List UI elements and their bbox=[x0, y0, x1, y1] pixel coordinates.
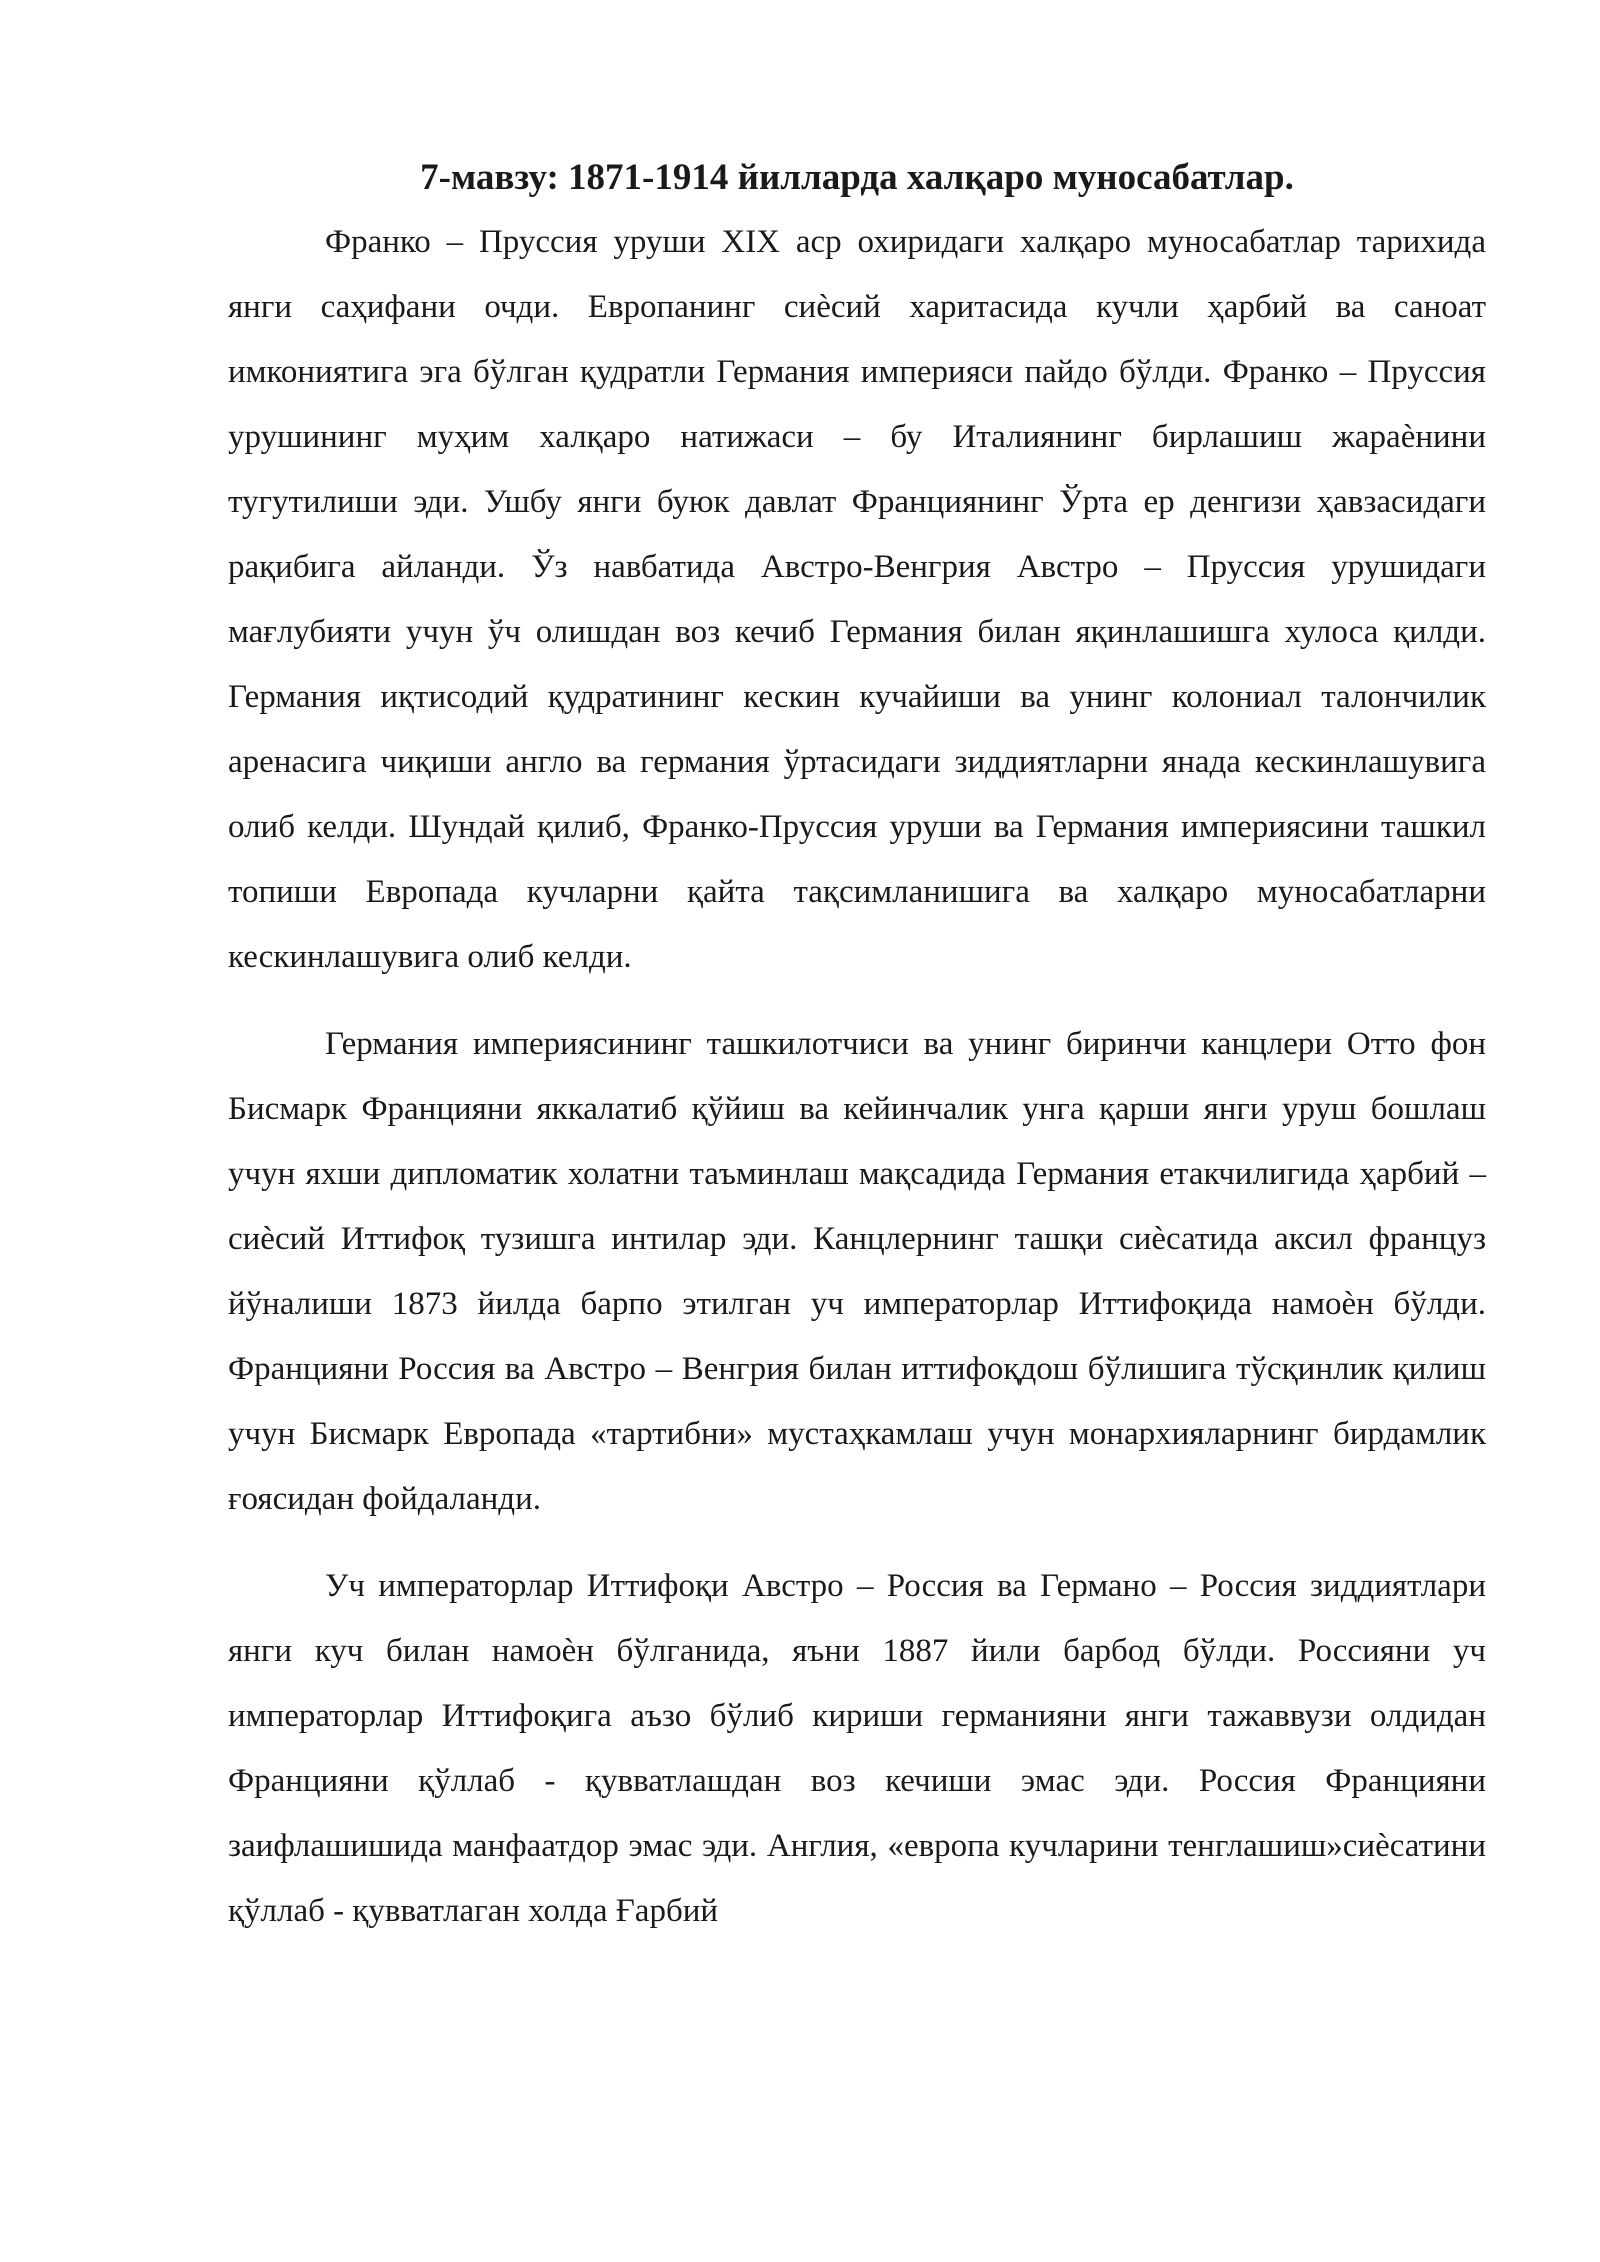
document-body bbox=[228, 150, 1486, 1966]
page-title: 7-мавзу: 1871-1914 йилларда халқаро муносабатлар. bbox=[420, 157, 1294, 198]
paragraph-1: Франко – Пруссия уруши XIX аср охиридаги халқаро муносабатлар тарихида янги саҳифани очди. Европанинг сиѐсий харитасида кучли ҳарбий ва саноат имкониятига эга бўлган қудратли Германия империяси пайдо бўлди. Франко – Пруссия урушининг муҳим халқаро натижаси – бу Италиянинг бирлашиш жараѐнини тугутилиши эди. Ушбу янги буюк давлат Франциянинг Ўрта ер денгизи ҳавзасидаги рақибига айланди. Ўз навбатида Австро-Венгрия Австро – Пруссия урушидаги мағлубияти учун ўч олишдан воз кечиб Германия билан яқинлашишга хулоса қилди. Германия иқтисодий қудратининг кескин кучайиши ва унинг колониал талончилик аренасига чиқиши англо ва германия ўртасидаги зиддиятларни янада кескинлашувига олиб келди. Шундай қилиб, Франко-Пруссия уруши ва Германия империясини ташкил топиши Европада кучларни қайта тақсимланишига ва халқаро муносабатларни кескинлашувига олиб келди. bbox=[228, 224, 1486, 975]
paragraph-2: Германия империясининг ташкилотчиси ва унинг биринчи канцлери Отто фон Бисмарк Францияни яккалатиб қўйиш ва кейинчалик унга қарши янги уруш бошлаш учун яхши дипломатик холатни таъминлаш мақсадида Германия етакчилигида ҳарбий – сиѐсий Иттифоқ тузишга интилар эди. Канцлернинг ташқи сиѐсатида аксил француз йўналиши 1873 йилда барпо этилган уч императорлар Иттифоқида намоѐн бўлди. Францияни Россия ва Австро – Венгрия билан иттифоқдош бўлишига тўсқинлик қилиш учун Бисмарк Европада «тартибни» мустаҳкамлаш учун монархияларнинг бирдамлик ғоясидан фойдаланди. bbox=[228, 1026, 1486, 1517]
paragraph-3: Уч императорлар Иттифоқи Австро – Россия ва Германо – Россия зиддиятлари янги куч билан намоѐн бўлганида, яъни 1887 йили барбод бўлди. Россияни уч императорлар Иттифоқига аъзо бўлиб кириши германияни янги тажаввузи олдидан Францияни қўллаб - қувватлашдан воз кечиши эмас эди. Россия Францияни заифлашишида манфаатдор эмас эди. Англия, «европа кучларини тенглашиш»сиѐсатини қўллаб - қувватлаган холда Ғарбий bbox=[228, 1568, 1486, 1929]
